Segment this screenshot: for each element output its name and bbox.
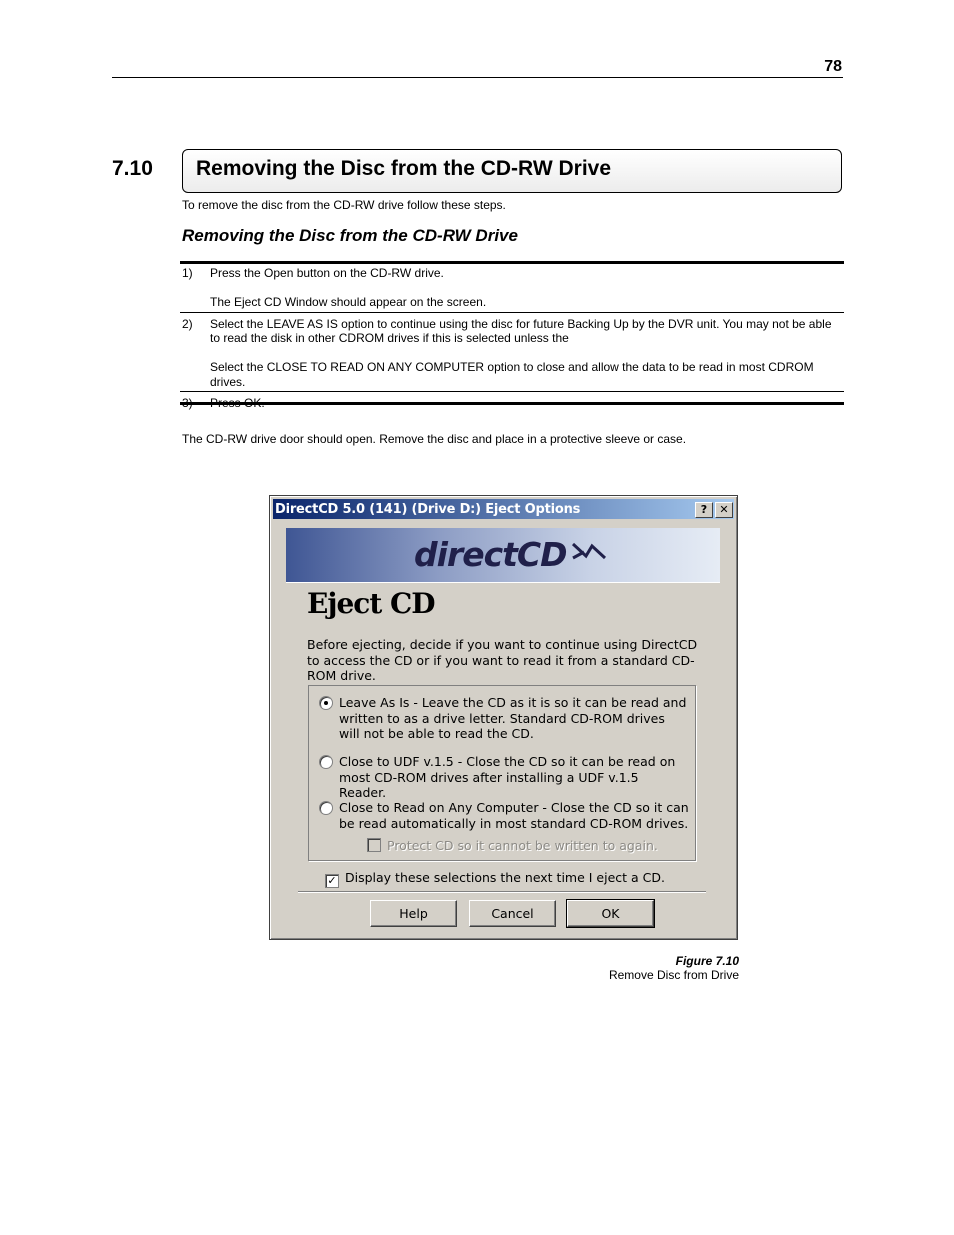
step-text <box>210 312 844 392</box>
step-number: 1) <box>182 266 193 280</box>
table-row <box>180 312 844 392</box>
ok-button[interactable]: OK <box>567 900 654 927</box>
section-number: 7.10 <box>112 157 153 180</box>
step-number: 2) <box>182 316 193 331</box>
directcd-logo-mark-icon <box>570 538 608 564</box>
step-instruction: Select the LEAVE AS IS option to continue using the disc for future Backing Up by the DVR unit. You may not be able to read the disk in other CDROM drives if this is selected unless the <box>210 316 832 345</box>
dialog-title: DirectCD 5.0 (141) (Drive D:) Eject Options <box>275 502 581 517</box>
dialog-separator <box>298 891 706 892</box>
step-text <box>210 262 844 312</box>
option-leave-as-is[interactable] <box>319 695 689 742</box>
procedure-heading: Removing the Disc from the CD-RW Drive <box>182 226 518 245</box>
after-text: The CD-RW drive door should open. Remove the disc and place in a protective sleeve or case. <box>182 432 687 446</box>
section-title: Removing the Disc from the CD-RW Drive <box>196 157 612 180</box>
close-icon[interactable]: ✕ <box>715 502 733 518</box>
option-close-to-read-any[interactable] <box>319 800 689 831</box>
help-icon[interactable]: ? <box>695 502 713 518</box>
directcd-banner <box>286 528 720 583</box>
cancel-button[interactable]: Cancel <box>469 900 556 927</box>
radio-selected-icon[interactable] <box>319 696 333 710</box>
intro-text: To remove the disc from the CD-RW drive follow these steps. <box>182 198 506 212</box>
protect-cd-checkbox <box>367 838 658 853</box>
page-number: 78 <box>824 58 842 75</box>
directcd-logo: directCD <box>414 535 567 574</box>
checkbox-icon <box>367 838 381 852</box>
checkmark-icon[interactable]: ✓ <box>325 874 339 888</box>
step-instruction: Press the Open button on the CD-RW drive. <box>210 266 444 280</box>
display-selections-checkbox[interactable] <box>325 870 665 888</box>
radio-icon[interactable] <box>319 755 333 769</box>
eject-options-dialog <box>269 495 738 940</box>
step-note: Select the CLOSE TO READ ON ANY COMPUTER option to close and allow the data to be read in most CDROM drives. <box>210 360 814 389</box>
figure-caption: Remove Disc from Drive <box>608 968 739 982</box>
eject-options-group <box>308 685 696 861</box>
dialog-description: Before ejecting, decide if you want to continue using DirectCD to access the CD or if you want to read it from a standard CD-ROM drive. <box>307 637 698 683</box>
option-label: Close to UDF v.1.5 - Close the CD so it can be read on most CD-ROM drives after installing a UDF v.1.5 Reader. <box>339 754 676 800</box>
dialog-titlebar[interactable] <box>273 499 734 519</box>
radio-icon[interactable] <box>319 801 333 815</box>
option-label: Close to Read on Any Computer - Close the CD so it can be read automatically in most standard CD-ROM drives. <box>339 800 689 831</box>
eject-heading: Eject CD <box>307 587 435 620</box>
help-button[interactable]: Help <box>370 900 457 927</box>
option-label: Leave As Is - Leave the CD as it is so it can be read and written to as a drive letter. Standard CD-ROM drives will not be able to read the CD. <box>339 695 687 741</box>
header-rule <box>112 77 843 78</box>
option-close-to-udf[interactable] <box>319 754 689 801</box>
step-note: The Eject CD Window should appear on the screen. <box>210 295 487 309</box>
figure-label: Figure 7.10 <box>675 954 739 968</box>
display-selections-label: Display these selections the next time I eject a CD. <box>345 870 665 885</box>
protect-cd-label: Protect CD so it cannot be written to again. <box>387 838 658 853</box>
table-bottom-rule <box>180 402 844 405</box>
steps-table <box>180 262 844 413</box>
table-row <box>180 262 844 312</box>
